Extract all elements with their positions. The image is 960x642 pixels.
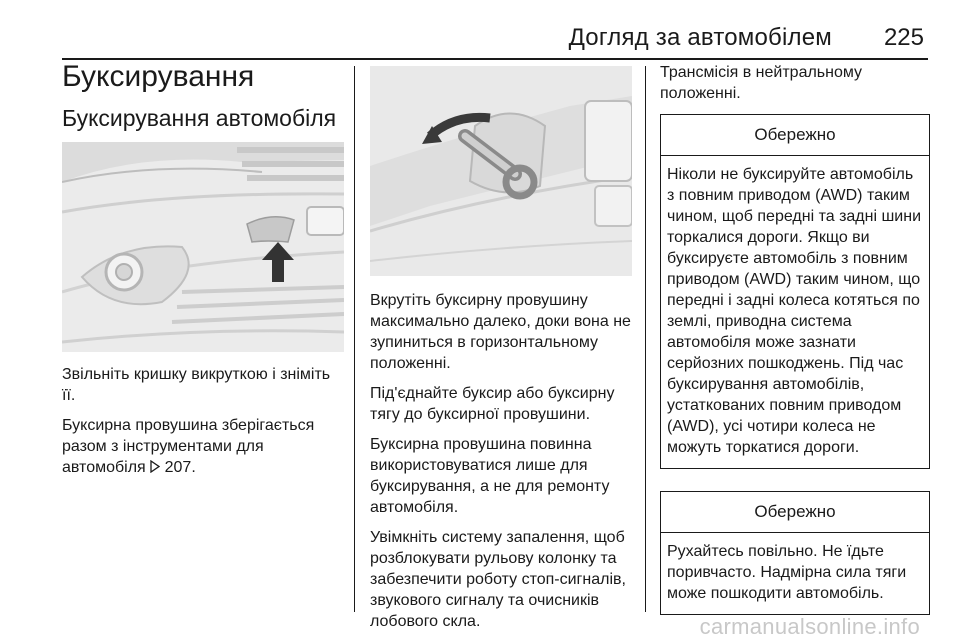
watermark: carmanualsonline.info — [699, 614, 920, 639]
warning-text: Рухайтесь повільно. Не їдьте поривчасто. Надмірна сила тяги може пошкодити автомобіль. — [667, 543, 907, 602]
bumper-cover-illustration — [62, 142, 344, 352]
page-header-title: Догляд за автомобілем — [568, 24, 832, 51]
instruction-attach-rope: Під'єднайте буксир або буксирну тягу до буксирної провушини. — [370, 385, 615, 423]
tow-eye-storage-text: Буксирна провушина зберігається разом з інструментами для автомобіля — [62, 417, 315, 476]
warning-box-awd — [660, 114, 930, 469]
column-2 — [370, 66, 632, 641]
tow-eye-usage-note: Буксирна провушина повинна використовуватися лише для буксирування, а не для ремонту автомобіля. — [370, 436, 610, 516]
page-number: 225 — [883, 24, 924, 51]
instruction-ignition: Увімкніть систему запалення, щоб розблокувати рульову колонку та забезпечити роботу стоп-сигналів, звукового сигналу та очисників лобового скла. — [370, 529, 626, 630]
instruction-remove-cover: Звільніть кришку викруткою і зніміть її. — [62, 366, 331, 404]
column-divider-right — [645, 66, 646, 612]
warning-heading: Обережно — [661, 492, 929, 533]
column-divider-left — [354, 66, 355, 612]
column-3 — [660, 62, 930, 637]
warning-text: Ніколи не буксируйте автомобіль з повним приводом (AWD) таким чином, щоб передні та задні шини торкалися дороги. Якщо ви буксируєте автомобіль з повним приводом (AWD) таким чином, що передні і задні колеса котяться по землі, приводна система автомобіля може зазнати серйозних пошкоджень. Під час буксирування автомобілів, устаткованих повним приводом (AWD), усі чотири колеса не можуть торкатися дороги. — [667, 166, 922, 456]
tow-eye-storage-note — [62, 415, 344, 478]
page-reference-arrow-icon — [150, 460, 160, 473]
tow-eye-installation-illustration — [370, 66, 632, 276]
warning-box-drive-slowly — [660, 491, 930, 615]
transmission-neutral-note: Трансмісія в нейтральному положенні. — [660, 64, 863, 102]
section-title: Буксирування — [62, 60, 255, 93]
column-1 — [62, 60, 344, 487]
instruction-screw-in-eye: Вкрутіть буксирну провушину максимально далеко, доки вона не зупиниться в горизонтальному положенні. — [370, 292, 631, 372]
warning-heading: Обережно — [661, 115, 929, 156]
subsection-title: Буксирування автомобіля — [62, 105, 337, 131]
page-reference: 207. — [164, 459, 196, 476]
